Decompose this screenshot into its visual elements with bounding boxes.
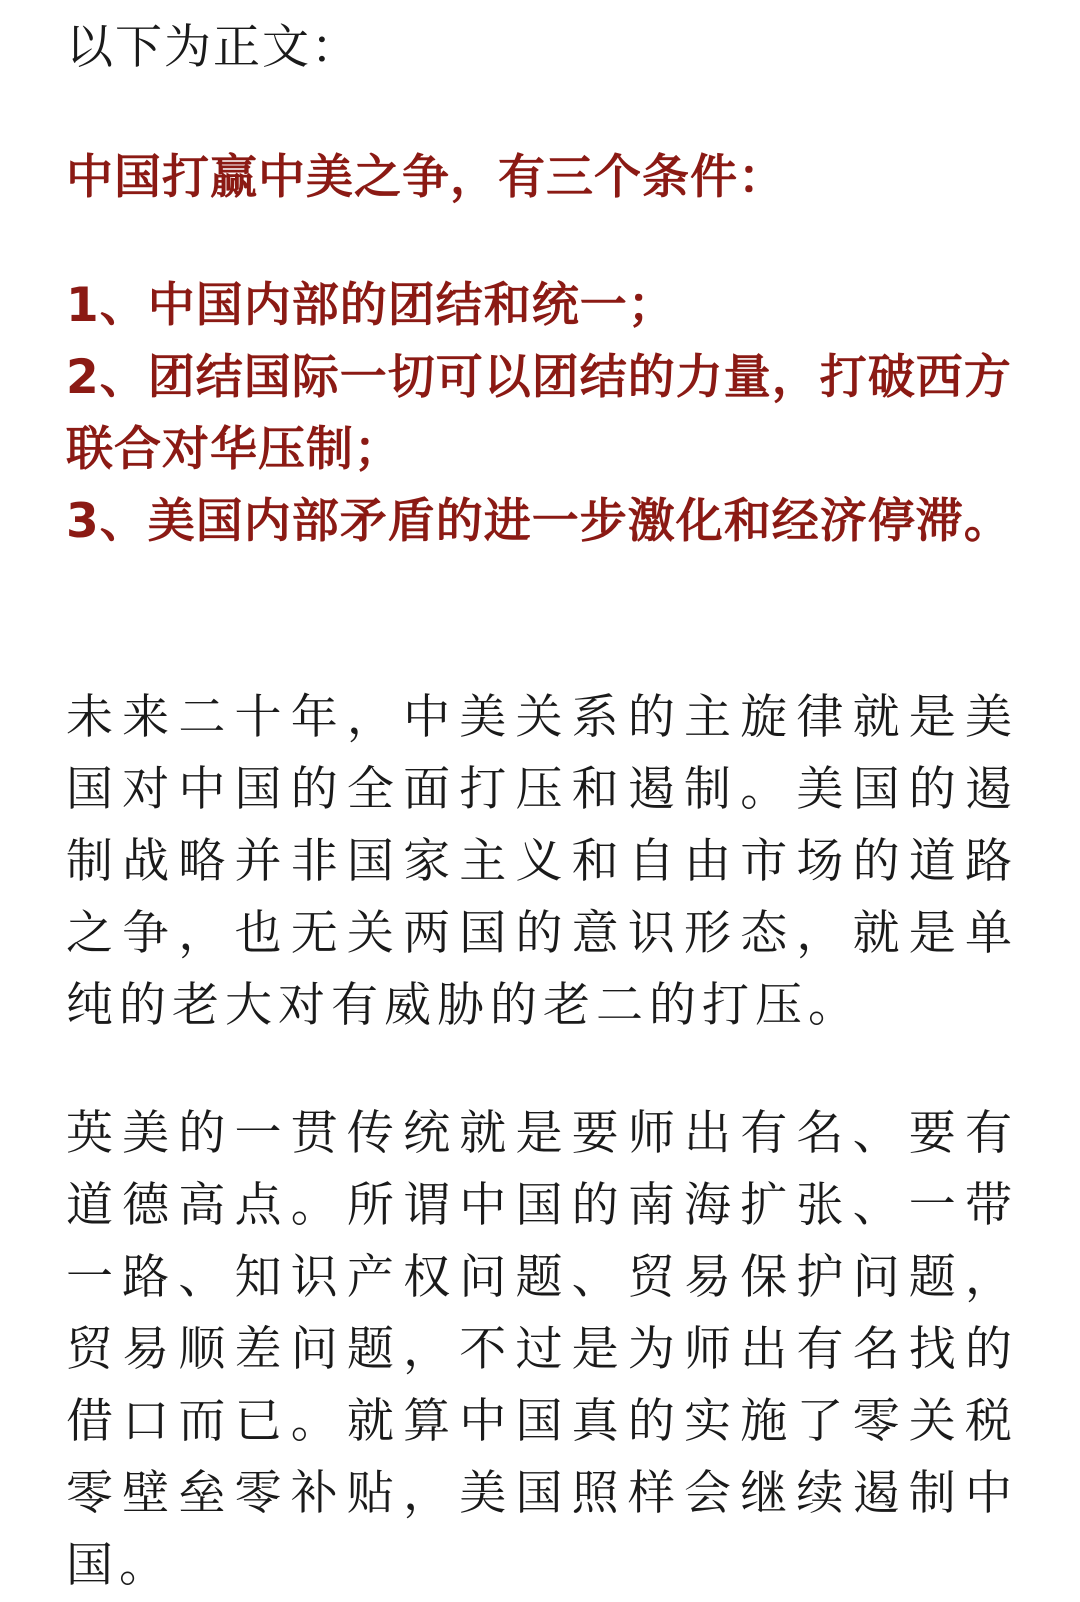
condition-item: 3、美国内部矛盾的进一步激化和经济停滞。 <box>66 494 1012 549</box>
intro-text: 以下为正文： <box>66 20 360 75</box>
condition-item: 1、中国内部的团结和统一； <box>66 278 676 333</box>
condition-item: 2、团结国际一切可以团结的力量，打破西方联合对华压制； <box>66 350 1012 477</box>
headline: 中国打赢中美之争，有三个条件： <box>66 150 786 205</box>
body-paragraph: 英美的一贯传统就是要师出有名、要有道德高点。所谓中国的南海扩张、一带一路、知识产权问题、贸易保护问题，贸易顺差问题，不过是为师出有名找的借口而已。就算中国真的实施了零关税零壁垒零补贴，美国照样会继续遏制中国。 <box>66 1106 1018 1593</box>
body-paragraph: 未来二十年，中美关系的主旋律就是美国对中国的全面打压和遏制。美国的遏制战略并非国家主义和自由市场的道路之争，也无关两国的意识形态，就是单纯的老大对有威胁的老二的打压。 <box>66 690 1018 1033</box>
conditions-list <box>66 270 1018 558</box>
